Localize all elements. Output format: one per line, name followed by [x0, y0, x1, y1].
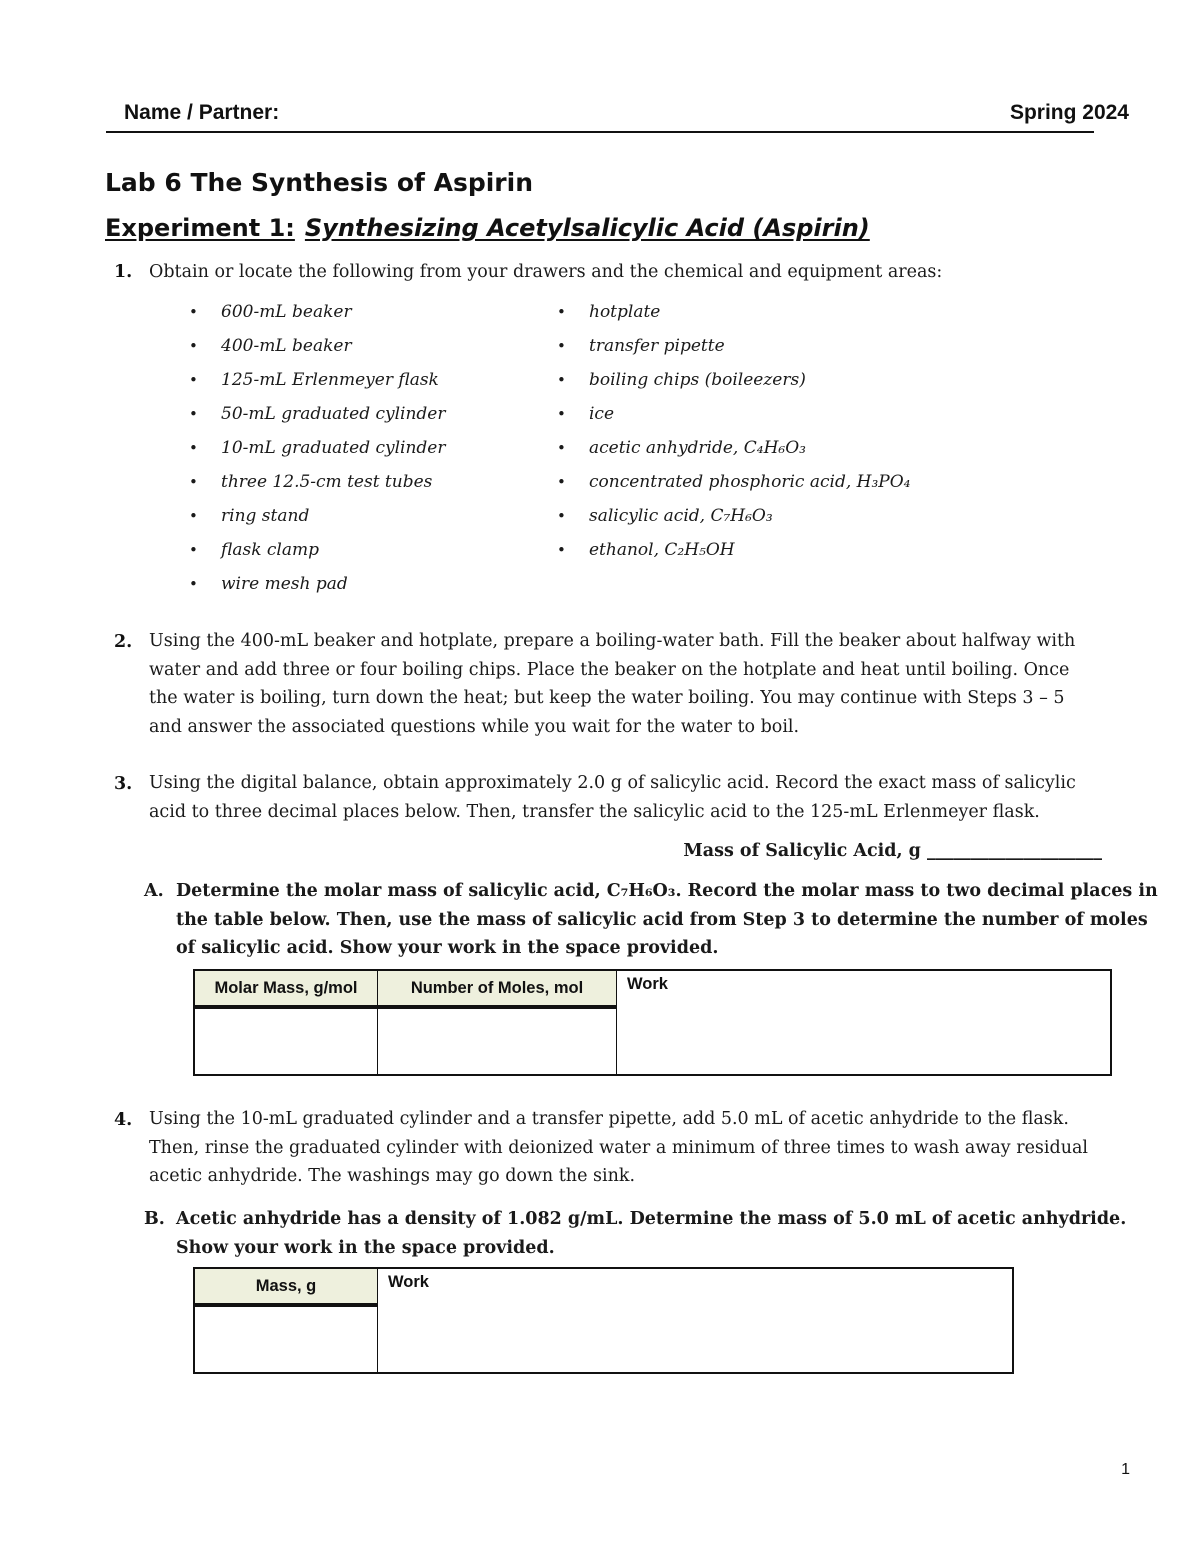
step-4-number: 4.: [114, 1110, 133, 1130]
work-area-b[interactable]: [378, 1268, 1014, 1373]
material-item: • hotplate: [557, 301, 910, 335]
text-line: Determine the molar mass of salicylic acid, C₇H₆O₃. Record the molar mass to two decimal places in: [176, 881, 1158, 901]
step-1-text: Obtain or locate the following from your drawers and the chemical and equipment areas:: [149, 262, 943, 282]
question-a-letter: A.: [144, 881, 164, 901]
experiment-heading: [105, 214, 870, 242]
material-item: • ethanol, C₂H₅OH: [557, 539, 910, 573]
material-item: • ring stand: [189, 505, 446, 539]
step-2-text: [149, 627, 1075, 741]
salicylic-mass-field: [683, 837, 1102, 866]
experiment-label: Experiment 1:: [105, 214, 295, 242]
text-line: Acetic anhydride has a density of 1.082 g/mL. Determine the mass of 5.0 mL of acetic anhydride.: [176, 1209, 1127, 1229]
material-item: • 50-mL graduated cylinder: [189, 403, 446, 437]
material-item: • transfer pipette: [557, 335, 910, 369]
material-item: • acetic anhydride, C₄H₆O₃: [557, 437, 910, 471]
text-line: the table below. Then, use the mass of salicylic acid from Step 3 to determine the number of moles: [176, 909, 1148, 930]
text-line: water and add three or four boiling chips. Place the beaker on the hotplate and heat until boiling. Once: [149, 659, 1070, 680]
material-item: • three 12.5-cm test tubes: [189, 471, 446, 505]
text-line: Using the 400-mL beaker and hotplate, prepare a boiling-water bath. Fill the beaker about halfway with: [149, 631, 1076, 651]
step-1-number: 1.: [114, 262, 133, 282]
material-item: • boiling chips (boileezers): [557, 369, 910, 403]
work-label-a: Work: [627, 975, 668, 993]
moles-header: Number of Moles, mol: [378, 970, 617, 1007]
text-line: Using the 10-mL graduated cylinder and a transfer pipette, add 5.0 mL of acetic anhydride to the flask.: [149, 1109, 1069, 1129]
text-line: Show your work in the space provided.: [176, 1237, 555, 1258]
material-item: • flask clamp: [189, 539, 446, 573]
question-a-text: [176, 877, 1158, 963]
step-4-text: [149, 1105, 1088, 1191]
header-rule: [106, 131, 1094, 133]
step-3-text: [149, 769, 1076, 826]
question-b-letter: B.: [144, 1209, 165, 1229]
page-number: 1: [1121, 1461, 1130, 1478]
material-item: • 600-mL beaker: [189, 301, 446, 335]
text-line: Then, rinse the graduated cylinder with deionized water a minimum of three times to wash away residual: [149, 1137, 1089, 1158]
molar-mass-header: Molar Mass, g/mol: [194, 970, 378, 1007]
text-line: of salicylic acid. Show your work in the space provided.: [176, 938, 719, 958]
text-line: Using the digital balance, obtain approximately 2.0 g of salicylic acid. Record the exact mass of salicylic: [149, 773, 1076, 793]
materials-list-left: [189, 301, 446, 607]
work-area-a[interactable]: [617, 970, 1112, 1075]
text-line: and answer the associated questions while you wait for the water to boil.: [149, 716, 800, 737]
step-3-number: 3.: [114, 774, 133, 794]
salicylic-mass-blank[interactable]: ____________________: [927, 841, 1102, 861]
material-item: • ice: [557, 403, 910, 437]
material-item: • 400-mL beaker: [189, 335, 446, 369]
molar-mass-table: [193, 969, 1112, 1076]
material-item: • wire mesh pad: [189, 573, 446, 607]
moles-cell[interactable]: [378, 1007, 617, 1075]
experiment-name: Synthesizing Acetylsalicylic Acid (Aspirin): [304, 214, 870, 242]
molar-mass-cell[interactable]: [194, 1007, 378, 1075]
step-2-number: 2.: [114, 632, 133, 652]
name-partner-label: Name / Partner:: [124, 101, 280, 124]
material-item: • salicylic acid, C₇H₆O₃: [557, 505, 910, 539]
material-item: • 10-mL graduated cylinder: [189, 437, 446, 471]
mass-cell[interactable]: [194, 1305, 378, 1373]
salicylic-mass-label: Mass of Salicylic Acid, g: [683, 841, 921, 861]
material-item: • 125-mL Erlenmeyer flask: [189, 369, 446, 403]
work-label-b: Work: [388, 1273, 429, 1291]
page-title: Lab 6 The Synthesis of Aspirin: [105, 168, 533, 197]
materials-list-right: [557, 301, 910, 573]
text-line: the water is boiling, turn down the heat; but keep the water boiling. You may continue with Steps 3 – 5: [149, 688, 1065, 708]
semester-label: Spring 2024: [1009, 101, 1129, 124]
material-item: • concentrated phosphoric acid, H₃PO₄: [557, 471, 910, 505]
text-line: acid to three decimal places below. Then, transfer the salicylic acid to the 125-mL Erlenmeyer flask.: [149, 801, 1040, 822]
mass-table: [193, 1267, 1014, 1374]
text-line: acetic anhydride. The washings may go down the sink.: [149, 1166, 636, 1186]
question-b-text: [176, 1205, 1126, 1262]
mass-header: Mass, g: [194, 1268, 378, 1305]
